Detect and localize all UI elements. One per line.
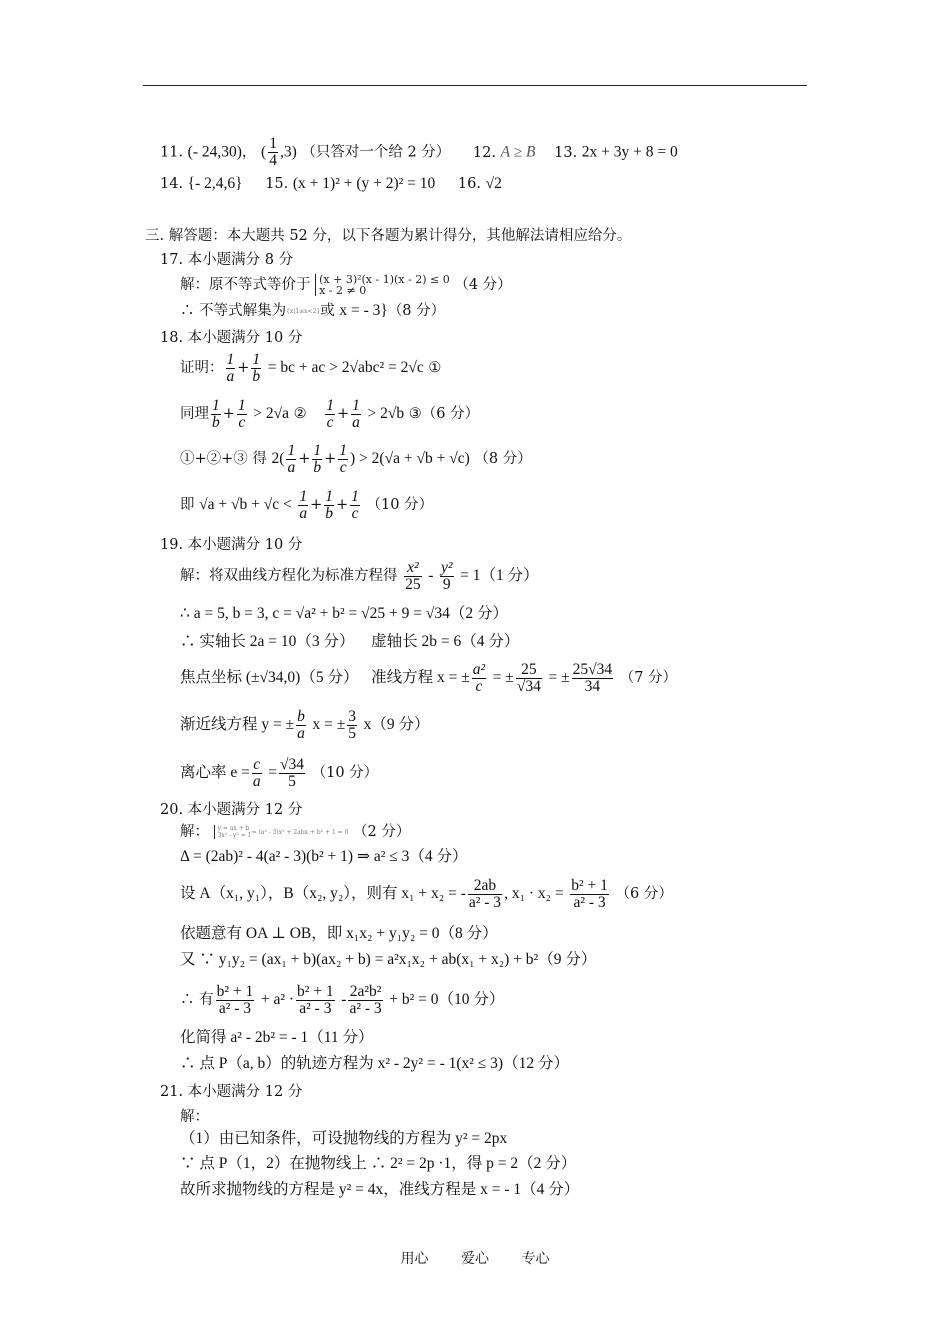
q20-l6-mid2: - (341, 991, 347, 1008)
q18-title: 18. 本小题满分 10 分 (160, 330, 303, 346)
q20-line-3 (180, 872, 673, 916)
footer-item: 爱心 (461, 1251, 489, 1267)
q20-line-5: 又 ∵ y₁y₂ = (ax₁ + b)(ax₂ + b) = a²x₁x₂ + ab(x₁ + x₂) + b²（9 分） (180, 951, 597, 968)
q19-l5-n1: b (297, 707, 305, 725)
q19-l1-num-1: x² (404, 560, 422, 577)
fill-answers-line-1 (160, 136, 678, 169)
q17-ans-prefix: ∴ 不等式解集为 (180, 303, 287, 319)
q19-l3-a: ∴ 实轴长 2a = 10（3 分） (180, 633, 355, 650)
q13-answer: 2x + 3y + 8 = 0 (581, 143, 678, 161)
q19-l6-score: （10 分） (311, 765, 379, 781)
q17-answer-line (180, 301, 445, 321)
q18-l2-mid: > 2√a (253, 405, 290, 422)
header-rule (143, 85, 807, 86)
q20-tiny-c: ⇒ (a² - 3)x² + 2abx + b² + 1 = 0 (251, 828, 349, 836)
q11-frac-num: 1 (269, 135, 277, 152)
q12-label: 12. (472, 144, 496, 161)
q17-ans-math: x = - 3} (339, 302, 388, 319)
q17-sys-line-2: x - 2 ≠ 0 (319, 284, 367, 297)
q12-answer: A ≥ B (500, 143, 536, 161)
q20-l6-tail: + b² = 0（10 分） (389, 991, 505, 1008)
q21-title: 21. 本小题满分 12 分 (160, 1084, 303, 1100)
q19-l5-n2: 3 (348, 707, 356, 725)
q21-line-1: 解： (180, 1109, 209, 1125)
q19-l6-d2: 5 (288, 772, 296, 790)
q18-l1-tail: = bc + ac > 2√abc² = 2√c (267, 359, 424, 376)
q14-label: 14. (160, 176, 184, 192)
q19-l4-eq2: = ± (548, 669, 570, 686)
q17-sys-line-1: (x + 3)²(x - 1)(x - 2) ≤ 0 (319, 273, 450, 286)
q19-l1-prefix: 解：将双曲线方程化为标准方程得 (180, 568, 398, 584)
q11-answer-b-open: ( (261, 143, 267, 161)
q20-l1-score: （2 分） (353, 824, 411, 840)
q17-sol-prefix: 解：原不等式等价于 (180, 277, 311, 293)
q20-l1-prefix: 解： (180, 824, 209, 840)
q19-l6-eq: = (268, 764, 277, 781)
q18-line-4: 即 √a + √b + √c < $\frac{1}{a}$ + $\frac{1}{b}$ + $\frac{1}{c}$ （10 分） (180, 487, 434, 522)
page-footer (0, 1248, 950, 1268)
q19-line-6 (180, 752, 378, 794)
q20-l3-n2: b² + 1 (571, 876, 608, 894)
q11-answer-a: (- 24,30) (187, 143, 242, 161)
q20-tiny-a: y = ax + b (217, 825, 250, 832)
q20-l6-n3: 2a²b² (349, 982, 382, 1000)
q18-l2-mark-3: ③（6 分） (408, 406, 480, 422)
q19-l1-den-1: 25 (405, 575, 421, 593)
q18-line-3: ①+②+③ 得 2( $\frac{1}{a}$ + $\frac{1}{b}$ + $\frac{1}{c}$ ) > 2(√a + √b + √c) （8 分） (180, 441, 532, 476)
q19-l5-mid: x = ± (312, 716, 346, 733)
q20-line-4: 依题意有 OA ⊥ OB，即 x₁x₂ + y₁y₂ = 0（8 分） (180, 925, 498, 942)
q18-l1-prefix: 证明： (180, 360, 224, 376)
q19-l6-prefix: 离心率 e = (180, 764, 250, 781)
q19-l4-eq: = ± (492, 669, 514, 686)
q18-l2-prefix: 同理 (180, 406, 209, 422)
q21-line-2: （1）由已知条件，可设抛物线的方程为 y² = 2px (180, 1130, 508, 1147)
q18-l4-prefix: 即 (180, 497, 195, 513)
q19-line-2: ∴ a = 5, b = 3, c = √a² + b² = √25 + 9 = √34（2 分） (180, 605, 509, 622)
q19-line-3 (180, 632, 519, 652)
q16-label: 16. (457, 176, 481, 192)
q18-l4-mid: √a + √b + √c < (199, 496, 292, 513)
q19-l4-d1: c (475, 677, 483, 695)
q18-l3-tail: ) > 2(√a + √b + √c) (350, 450, 470, 467)
q18-l3-prefix: ①+②+③ 得 (180, 451, 267, 467)
q20-line-2: Δ = (2ab)² - 4(a² - 3)(b² + 1) ⇒ a² ≤ 3（4 分） (180, 848, 468, 865)
q17-ans-tiny: {x|1≤x<2} (286, 307, 321, 315)
q18-line-1: 证明： $\frac{1}{a}$ + $\frac{1}{b}$ = bc + ac > 2√abc² = 2√c ① (180, 350, 442, 385)
q21-line-4: 故所求抛物线的方程是 y² = 4x，准线方程是 x = - 1（4 分） (180, 1181, 580, 1198)
q16-answer: √2 (485, 175, 502, 192)
q19-l4-mid: 准线方程 x = ± (371, 669, 470, 686)
q17-ans-mid: 或 (320, 303, 335, 319)
q20-l6-d1: a² - 3 (218, 999, 252, 1017)
q19-l4-d2: √34 (516, 677, 541, 695)
q13-label: 13. (554, 144, 578, 161)
q17-sol-score: （4 分） (454, 277, 512, 293)
q20-l6-prefix: ∴ 有 (180, 992, 214, 1008)
q11-fraction (268, 136, 278, 169)
q20-tiny-b: 3x² - y² = 1 (217, 832, 252, 839)
q19-l5-d2: 5 (348, 724, 356, 742)
q19-l4-score: （7 分） (619, 670, 678, 686)
q19-l5-d1: a (297, 724, 305, 742)
q19-l6-n1: c (253, 755, 261, 773)
q15-answer: (x + 1)² + (y + 2)² = 10 (292, 175, 436, 192)
q19-l1-tail: = 1（1 分） (460, 567, 539, 584)
q11-label: 11. (160, 144, 184, 161)
q19-l3-b: 虚轴长 2b = 6（4 分） (371, 633, 520, 650)
q20-l3-score: （6 分） (615, 886, 673, 902)
q19-line-1 (180, 556, 539, 596)
q20-line-8: ∴ 点 P（a, b）的轨迹方程为 x² - 2y² = - 1(x² ≤ 3)（12 分） (180, 1055, 569, 1072)
q17-inequality-system (315, 274, 450, 296)
q21-line-3: ∵ 点 P（1，2）在抛物线上 ∴ 2² = 2p ·1，得 p = 2（2 分） (180, 1155, 577, 1172)
q11-note: （只答对一个给 2 分） (301, 144, 451, 161)
q11-frac-den: 4 (269, 152, 277, 169)
q20-l6-n2: b² + 1 (297, 982, 334, 1000)
q11-answer-b-close: ,3) (279, 143, 297, 161)
q20-l6-n1: b² + 1 (216, 982, 254, 1000)
q20-line-6 (180, 978, 504, 1022)
q19-l1-den-2: 9 (442, 575, 451, 593)
q20-line-7: 化简得 a² - 2b² = - 1（11 分） (180, 1029, 374, 1046)
q19-l1-minus: - (428, 567, 434, 584)
q18-l2-mark-2: ② (293, 406, 307, 422)
section-3-heading: 三. 解答题：本大题共 52 分，以下各题为累计得分，其他解法请相应给分。 (145, 228, 632, 244)
q18-l3-score: （8 分） (474, 451, 532, 467)
q20-equation-system (214, 825, 252, 839)
q20-l6-mid1: + a² · (260, 991, 295, 1008)
footer-item: 专心 (521, 1251, 550, 1267)
q19-l5-tail: x（9 分） (363, 716, 430, 733)
q20-l3-d1: a² - 3 (468, 893, 502, 911)
q19-l1-num-2: y² (441, 558, 453, 576)
q20-l6-d3: a² - 3 (349, 999, 382, 1017)
q18-l2-end: > 2√b (367, 405, 405, 422)
q19-line-5 (180, 704, 429, 746)
q15-label: 15. (265, 176, 289, 192)
q20-title: 20. 本小题满分 12 分 (160, 802, 303, 818)
footer-item: 用心 (400, 1251, 429, 1267)
q19-l4-n2: 25 (516, 662, 542, 679)
q20-l3-n1: 2ab (468, 878, 502, 895)
q17-solution-line (180, 274, 512, 296)
q18-line-2: 同理 $\frac{1}{b}$ + $\frac{1}{c}$ > 2√a ② $\frac{1}{c}$ + $\frac{1}{a}$ > 2√b ③（6 分） (180, 396, 480, 431)
q19-l5-prefix: 渐近线方程 y = ± (180, 716, 295, 733)
q19-l6-n2: √34 (279, 755, 304, 773)
q17-title: 17. 本小题满分 8 分 (160, 252, 294, 268)
q20-l3-prefix: 设 A（x₁, y₁），B（x₂, y₂），则有 x₁ + x₂ = - (180, 885, 466, 902)
q18-l1-mark: ① (428, 360, 442, 376)
q17-ans-score: （8 分） (387, 303, 446, 319)
q19-l6-d1: a (252, 772, 261, 790)
q18-l4-score: （10 分） (366, 497, 434, 513)
q19-l4-n3: 25√34 (572, 660, 613, 678)
q19-title: 19. 本小题满分 10 分 (160, 537, 303, 553)
q19-line-4 (180, 657, 677, 699)
q19-l4-d3: 34 (584, 677, 601, 695)
q20-l6-d2: a² - 3 (299, 999, 332, 1017)
q20-l3-mid: , x₁ · x₂ = (504, 885, 564, 902)
q19-l4-prefix: 焦点坐标 (±√34,0)（5 分） (180, 669, 359, 686)
q19-l4-n1: a² (472, 660, 486, 678)
fill-answers-line-2 (160, 174, 502, 194)
q14-answer: {- 2,4,6} (187, 175, 243, 192)
q11-separator: ， (241, 144, 257, 161)
q20-l3-d2: a² - 3 (573, 893, 606, 911)
q20-line-1 (180, 822, 410, 842)
